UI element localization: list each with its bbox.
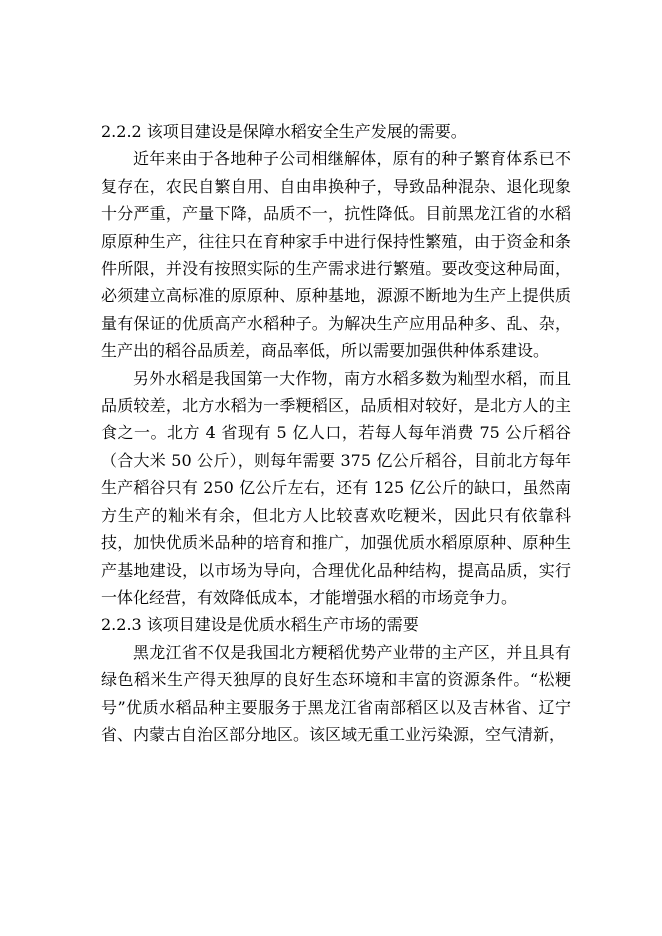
document-body [101,118,571,748]
paragraph-heilongjiang-advantage: 黑龙江省不仅是我国北方粳稻优势产业带的主产区，并且具有绿色稻米生产得天独厚的良好生态环境和丰富的资源条件。“松粳号”优质水稻品种主要服务于黑龙江省南部稻区以及吉林省、辽宁省、内蒙古自治区部分地区。该区域无重工业污染源，空气清新， [101,642,571,744]
paragraph-rice-demand: 另外水稻是我国第一大作物，南方水稻多数为籼型水稻，而且品质较差，北方水稻为一季粳稻区，品质相对较好，是北方人的主食之一。北方 4 省现有 5 亿人口，若每人每年消费 75 公斤稻谷（合大米 50 公斤），则每年需要 375 亿公斤稻谷，目前北方每年生产稻谷只有 250 亿公斤左右，还有 125 亿公斤的缺口，虽然南方生产的籼米有余，但北方人比较喜欢吃粳米，因此只有依靠科技，加快优质米品种的培育和推广，加强优质水稻原原种、原种生产基地建设，以市场为导向，合理优化品种结构，提高品质，实行一体化经营，有效降低成本，才能增强水稻的市场竞争力。 [101,368,571,607]
section-heading-2-2-2: 2.2.2 该项目建设是保障水稻安全生产发展的需要。 [101,122,467,141]
section-heading-2-2-3: 2.2.3 该项目建设是优质水稻生产市场的需要 [101,615,419,635]
paragraph-seed-system: 近年来由于各地种子公司相继解体，原有的种子繁育体系已不复存在，农民自繁自用、自由串换种子，导致品种混杂、退化现象十分严重，产量下降，品质不一，抗性降低。目前黑龙江省的水稻原原种生产，往往只在育种家手中进行保持性繁殖，由于资金和条件所限，并没有按照实际的生产需求进行繁殖。要改变这种局面，必须建立高标准的原原种、原种基地，源源不断地为生产上提供质量有保证的优质高产水稻种子。为解决生产应用品种多、乱、杂，生产出的稻谷品质差，商品率低，所以需要加强供种体系建设。 [101,149,571,361]
